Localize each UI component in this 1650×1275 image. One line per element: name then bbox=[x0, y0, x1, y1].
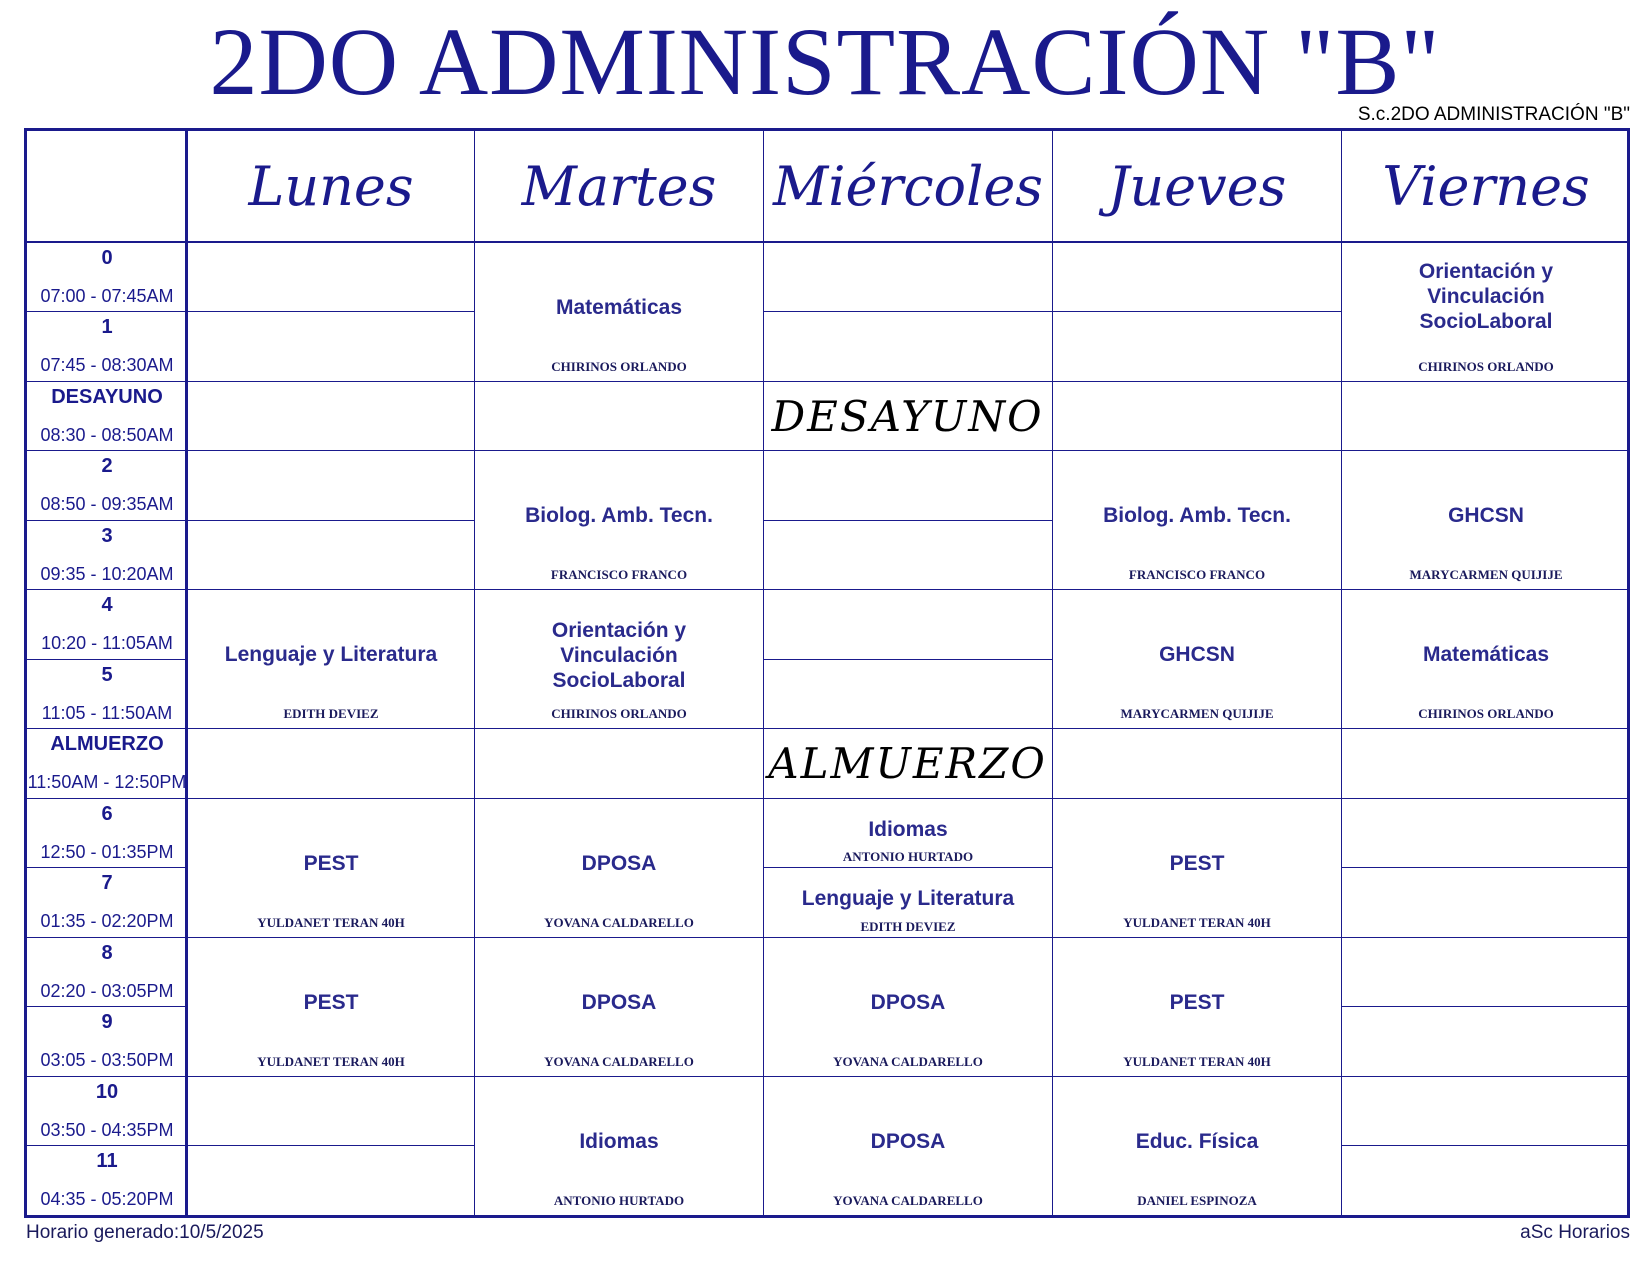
day-header-lunes: Lunes bbox=[248, 154, 414, 218]
day-header-miercoles: Miércoles bbox=[772, 154, 1044, 218]
day-header-viernes: Viernes bbox=[1382, 154, 1590, 218]
lesson-cell[interactable]: Biolog. Amb. Tecn. FRANCISCO FRANCO bbox=[1103, 504, 1291, 582]
page-title: 2DO ADMINISTRACIÓN "B" bbox=[209, 8, 1441, 115]
period-label: 2 08:50 - 09:35AM bbox=[40, 455, 174, 514]
lesson-cell[interactable]: Biolog. Amb. Tecn. FRANCISCO FRANCO bbox=[525, 504, 713, 582]
lesson-cell[interactable]: Idiomas ANTONIO HURTADO bbox=[553, 1130, 685, 1208]
lesson-cell[interactable]: PEST YULDANET TERAN 40H bbox=[257, 991, 405, 1069]
period-label: 10 03:50 - 04:35PM bbox=[40, 1081, 174, 1140]
day-header-jueves: Jueves bbox=[1107, 154, 1287, 218]
lesson-cell[interactable]: Orientación y Vinculación SocioLaboral CHIRINOS ORLANDO bbox=[1418, 260, 1554, 374]
period-label: 0 07:00 - 07:45AM bbox=[40, 247, 174, 306]
lesson-cell[interactable]: Lenguaje y Literatura EDITH DEVIEZ bbox=[224, 643, 438, 721]
lesson-cell[interactable]: DPOSA YOVANA CALDARELLO bbox=[833, 1130, 983, 1208]
class-subtitle: S.c.2DO ADMINISTRACIÓN "B" bbox=[1357, 104, 1630, 125]
lesson-cell[interactable]: DPOSA YOVANA CALDARELLO bbox=[544, 991, 694, 1069]
timetable-grid bbox=[24, 128, 1630, 1218]
break-almuerzo: ALMUERZO bbox=[768, 739, 1047, 788]
period-label: 8 02:20 - 03:05PM bbox=[40, 942, 174, 1001]
period-label: 3 09:35 - 10:20AM bbox=[40, 525, 174, 584]
period-label: 5 11:05 - 11:50AM bbox=[41, 664, 173, 723]
lesson-cell[interactable]: DPOSA YOVANA CALDARELLO bbox=[833, 991, 983, 1069]
period-label: DESAYUNO 08:30 - 08:50AM bbox=[40, 386, 174, 445]
break-desayuno: DESAYUNO bbox=[771, 391, 1044, 441]
period-label: ALMUERZO 11:50AM - 12:50PM bbox=[27, 733, 187, 792]
period-label: 6 12:50 - 01:35PM bbox=[40, 803, 174, 862]
lesson-cell[interactable]: Lenguaje y Literatura EDITH DEVIEZ bbox=[801, 887, 1015, 934]
lesson-cell[interactable]: Educ. Física DANIEL ESPINOZA bbox=[1135, 1130, 1259, 1208]
period-label: 1 07:45 - 08:30AM bbox=[40, 316, 174, 375]
lesson-cell[interactable]: Orientación y Vinculación SocioLaboral CHIRINOS ORLANDO bbox=[551, 619, 687, 721]
period-label: 4 10:20 - 11:05AM bbox=[41, 594, 173, 653]
day-header-martes: Martes bbox=[521, 154, 717, 218]
lesson-cell[interactable]: Matemáticas CHIRINOS ORLANDO bbox=[1418, 643, 1554, 721]
lesson-cell[interactable]: Idiomas ANTONIO HURTADO bbox=[842, 818, 974, 864]
period-label: 9 03:05 - 03:50PM bbox=[40, 1011, 174, 1070]
lesson-cell[interactable]: PEST YULDANET TERAN 40H bbox=[1123, 852, 1271, 930]
lesson-cell[interactable]: DPOSA YOVANA CALDARELLO bbox=[544, 852, 694, 930]
lesson-cell[interactable]: Matemáticas CHIRINOS ORLANDO bbox=[551, 296, 687, 374]
lesson-cell[interactable]: PEST YULDANET TERAN 40H bbox=[257, 852, 405, 930]
lesson-cell[interactable]: GHCSN MARYCARMEN QUIJIJE bbox=[1120, 643, 1274, 721]
brand-footer: aSc Horarios bbox=[1520, 1222, 1630, 1243]
lesson-cell[interactable]: PEST YULDANET TERAN 40H bbox=[1123, 991, 1271, 1069]
period-label: 11 04:35 - 05:20PM bbox=[40, 1150, 174, 1209]
period-label: 7 01:35 - 02:20PM bbox=[40, 872, 174, 931]
lesson-cell[interactable]: GHCSN MARYCARMEN QUIJIJE bbox=[1409, 504, 1563, 582]
generated-date: Horario generado:10/5/2025 bbox=[26, 1222, 264, 1243]
